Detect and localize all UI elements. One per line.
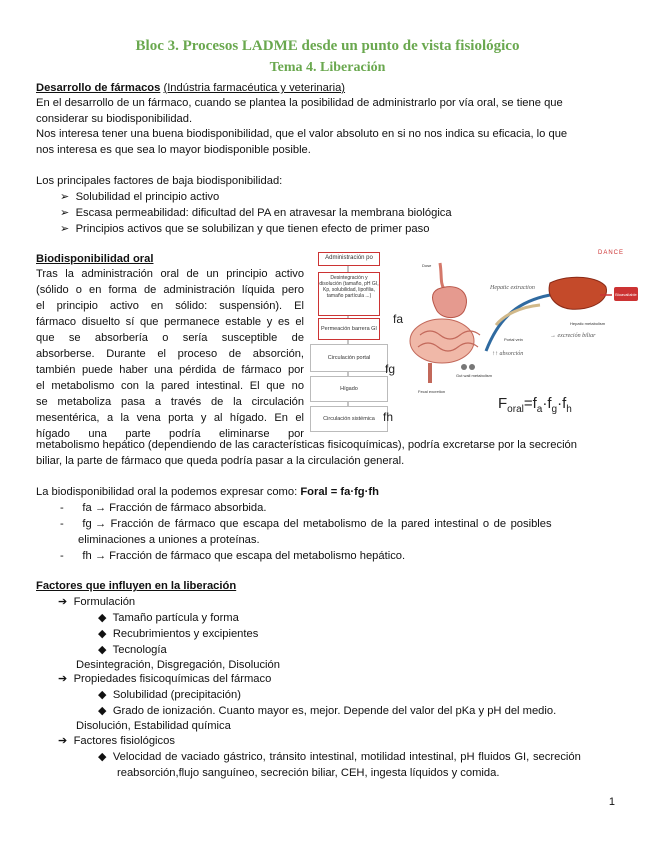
list-item: - fa → Fracción de fármaco absorbida.: [60, 502, 267, 514]
bloc-title: Bloc 3. Procesos LADME desde un punto de vista fisiológico: [135, 38, 520, 54]
diamond-bullet-icon: ◆: [98, 644, 107, 656]
diamond-bullet-icon: ◆: [98, 628, 107, 640]
arrow-bullet-icon: ➢: [60, 207, 70, 219]
arrow-bullet-icon: ➢: [60, 223, 70, 235]
section-heading-desarrollo: [36, 80, 345, 96]
diagram-formula: $F_{oral}=f_a\cdot f_g\cdot f_h$: [498, 395, 572, 415]
arrow-icon: ➔: [58, 596, 68, 608]
gutwall-cell: [461, 364, 467, 370]
heading-sub: (Indústria farmacéutica y veterinaria): [163, 82, 346, 94]
svg-text:Hepatic metabolism: Hepatic metabolism: [570, 321, 606, 326]
list-item: ◆ Grado de ionización. Cuanto mayor es, mejor. Depende del valor del pKa y pH del medio.: [98, 705, 557, 717]
svg-text:Bioavailable: Bioavailable: [615, 292, 637, 297]
oral-formula: Foral = fa·fg·fh: [300, 486, 379, 498]
label-fa: fa: [393, 312, 404, 326]
label-fh: fh: [383, 410, 394, 424]
diamond-bullet-icon: ◆: [98, 705, 107, 717]
list-tail: Desintegración, Disgregación, Disolución: [76, 659, 280, 671]
list-item: - fg → Fracción de fármaco que escapa del metabolismo de la pared intestinal o de posibles: [60, 518, 552, 530]
diamond-bullet-icon: ◆: [98, 612, 107, 624]
list-item: ➢ Solubilidad el principio activo: [60, 191, 220, 203]
list-item-cont: eliminaciones a uniones a proteínas.: [78, 534, 260, 546]
svg-text:→ excreción biliar: → excreción biliar: [550, 333, 596, 339]
portal-vein-shape: [486, 295, 550, 351]
arrow-icon: ➔: [58, 735, 68, 747]
flow-box-portal: Circulación portal: [310, 344, 388, 372]
section-heading-biodisponibilidad: Biodisponibilidad oral: [36, 253, 154, 265]
factors-intro: Los principales factores de baja biodisponibilidad:: [36, 175, 283, 187]
flow-box-administracion: Administración po: [318, 252, 380, 266]
list-item: ➢ Escasa permeabilidad: dificultad del PA en atravesar la membrana biológica: [60, 207, 452, 219]
svg-text:Hepatic extraction: Hepatic extraction: [490, 285, 535, 291]
paragraph-line: Nos interesa tener una buena biodisponibilidad, que el valor absoluto en si no nos indica su eficacia, lo que: [36, 128, 568, 140]
flow-box-higado: Hígado: [310, 376, 388, 402]
svg-text:Gut wall metabolism: Gut wall metabolism: [456, 373, 493, 378]
tema-title: Tema 4. Liberación: [269, 60, 386, 75]
logo-text: DANCE: [598, 250, 625, 256]
list-item: ◆ Recubrimientos y excipientes: [98, 628, 259, 640]
list-item: ➔ Propiedades fisicoquímicas del fármaco: [58, 673, 272, 685]
biodisp-paragraph: Tras la administración oral de un principio activo (sólido o en forma de administración líquida pero el principio activo en sólido: suspensión). El fármaco disuelto sí que permanece estable y es el que se absorbería o sería susceptible de absorberse. Durante el proceso de absorción, también puede haber una pérdida de fármaco por el metabolismo con la pared intestinal. El que no se metaboliza pasa a través de la circulación mesentérica, a la vena porta y al hígado. En el hígado una parte podría eliminarse por: [36, 268, 304, 440]
arrow-bullet-icon: ➢: [60, 191, 70, 203]
list-item: ◆ Velocidad de vaciado gástrico, tránsito intestinal, motilidad intestinal, pH fluidos GI, secreción: [98, 751, 581, 763]
flow-box-desintegracion: Desintegración y disolución (tamaño, pH GI, Kp, solubilidad, lipofilia, tamaño partícula ...): [318, 272, 380, 316]
heading-text: Desarrollo de fármacos: [36, 82, 161, 94]
list-item-cont: reabsorción,flujo sanguíneo, secreción biliar, CEH, ingesta líquidos y comida.: [117, 767, 500, 779]
list-item: ◆ Solubilidad (precipitación): [98, 689, 241, 701]
svg-text:Dose: Dose: [422, 263, 432, 268]
liver-shape: [549, 277, 606, 309]
svg-text:Fecal excretion: Fecal excretion: [418, 389, 446, 394]
stomach-shape: [433, 287, 467, 318]
diamond-bullet-icon: ◆: [98, 689, 107, 701]
intestine-shape: [410, 319, 474, 363]
esophagus-shape: [440, 263, 444, 289]
formula-intro: La biodisponibilidad oral la podemos expresar como: Foral = fa·fg·fh: [36, 486, 379, 498]
svg-text:↑↑ absorción: ↑↑ absorción: [492, 351, 524, 357]
svg-text:Portal vein: Portal vein: [504, 337, 523, 342]
list-item: ◆ Tecnología: [98, 644, 167, 656]
paragraph-line: considerar su biodisponibilidad.: [36, 113, 193, 125]
arrow-icon: ➔: [58, 673, 68, 685]
list-tail: Disolución, Estabilidad química: [76, 720, 231, 732]
flow-box-sistemica: Circulación sistémica: [310, 406, 388, 432]
label-fg: fg: [385, 362, 396, 376]
paragraph-line: metabolismo hepático (dependiendo de las características fisicoquímicas), podría excretarse por la secreción: [36, 439, 577, 451]
flow-box-permeacion: Permeación barrera GI: [318, 318, 380, 340]
page-number: 1: [608, 796, 615, 808]
list-item: ➔ Factores fisiológicos: [58, 735, 175, 747]
list-item: ◆ Tamaño partícula y forma: [98, 612, 239, 624]
diamond-bullet-icon: ◆: [98, 751, 107, 763]
list-item: ➔ Formulación: [58, 596, 136, 608]
list-item: ➢ Principios activos que se solubilizan y que tienen efecto de primer paso: [60, 223, 430, 235]
list-item: - fh → Fracción de fármaco que escapa del metabolismo hepático.: [60, 550, 406, 562]
paragraph-line: biliar, la parte de fármaco que queda podría pasar a la circulación general.: [36, 455, 405, 467]
paragraph-line: En el desarrollo de un fármaco, cuando se plantea la posibilidad de administrarlo por vía oral, se tiene que: [36, 97, 563, 109]
section-heading-factores: Factores que influyen en la liberación: [36, 580, 237, 592]
digestive-illustration: [400, 255, 640, 415]
paragraph-line: nos interesa es que sea lo mayor biodisponible posible.: [36, 144, 311, 156]
